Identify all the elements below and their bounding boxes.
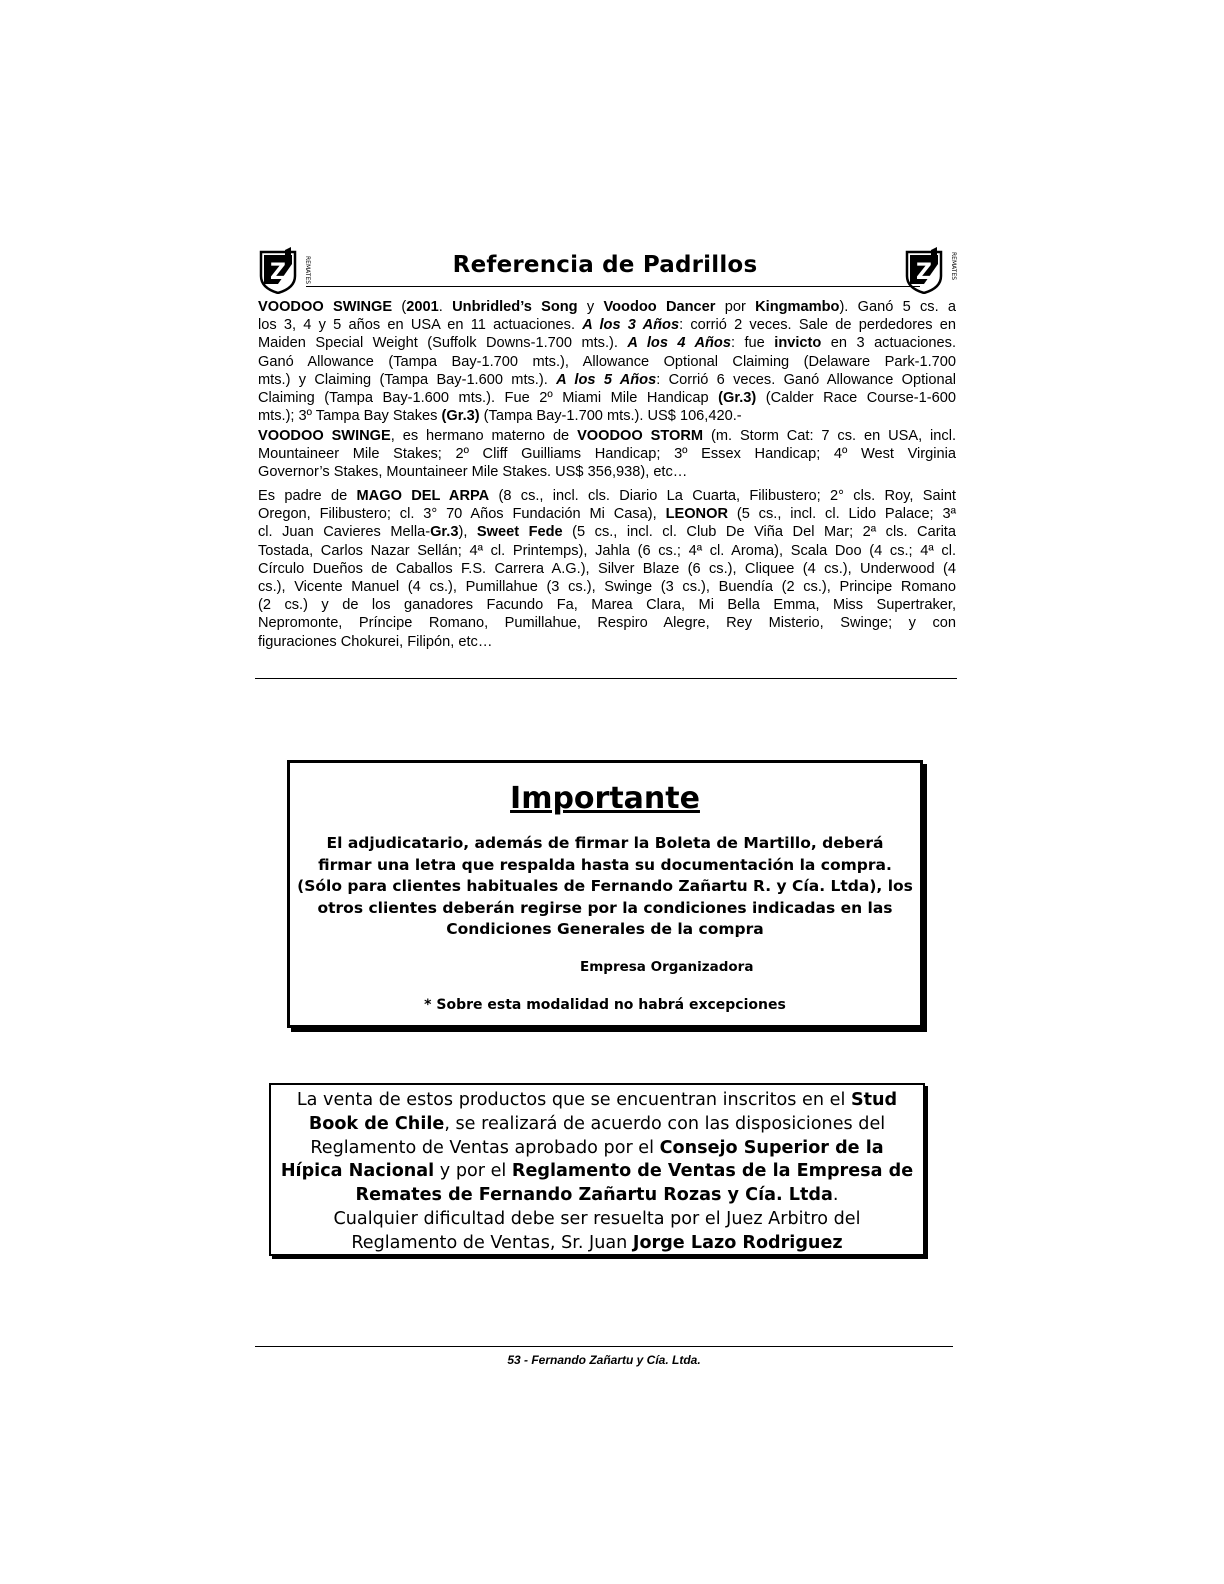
sale-conditions-text: [271, 1089, 923, 1256]
importante-title: Importante: [510, 781, 700, 816]
importante-line: firmar una letra que respalda hasta su documentación la compra.: [318, 855, 892, 874]
text-line: cl. Juan Cavieres Mella-Gr.3), Sweet Fede (5 cs., incl. cl. Club De Viña Del Mar; 2ª cls. Carita: [258, 524, 956, 541]
svg-text:Z: Z: [270, 260, 286, 285]
text-line: VOODOO SWINGE (2001. Unbridled’s Song y Voodoo Dancer por Kingmambo). Ganó 5 cs. a: [258, 299, 957, 315]
text-line: Book de Chile, se realizará de acuerdo con las disposiciones del: [308, 1113, 886, 1134]
text-line: Círculo Dueños de Caballos F.S. Carrera A.G.), Silver Blaze (6 cs.), Cliquee (4 cs.), Underwood (4: [258, 560, 956, 577]
text-line: los 3, 4 y 5 años en USA en 11 actuaciones. A los 3 Años: corrió 2 veces. Sale de perdedores en: [258, 317, 957, 334]
text-line: Remates de Fernando Zañartu Rozas y Cía. Ltda.: [355, 1185, 839, 1206]
importante-line: (Sólo para clientes habituales de Fernando Zañartu R. y Cía. Ltda), los: [297, 877, 913, 895]
text-line: Es padre de MAGO DEL ARPA (8 cs., incl. cls. Diario La Cuarta, Filibustero; 2° cls. Roy, Saint: [258, 488, 956, 504]
text-line: mts.); 3º Tampa Bay Stakes (Gr.3) (Tampa Bay-1.700 mts.). US$ 106,420.-: [258, 408, 742, 425]
text-line: Reglamento de Ventas, Sr. Juan Jorge Lazo Rodriguez: [351, 1232, 843, 1253]
importante-line: El adjudicatario, además de firmar la Boleta de Martillo, deberá: [326, 834, 884, 852]
paragraph-offspring: [258, 487, 956, 651]
text-line: Mountaineer Mile Stakes; 2º Cliff Guilliams Handicap; 3º Essex Handicap; 4º West Virginia: [258, 446, 956, 463]
text-line: Nepromonte, Príncipe Romano, Pumillahue, Respiro Alegre, Rey Misterio, Swinge; y con: [258, 615, 956, 632]
text-line: Hípica Nacional y por el Reglamento de Ventas de la Empresa de: [280, 1161, 914, 1182]
page-title: Referencia de Padrillos: [452, 252, 758, 278]
importante-note: * Sobre esta modalidad no habrá excepciones: [424, 997, 786, 1013]
page-footer: 53 - Fernando Zañartu y Cía. Ltda.: [507, 1353, 701, 1367]
text-line: Oregon, Filibustero; cl. 3° 70 Años Fundación Mi Casa), LEONOR (5 cs., incl. cl. Lido Palace; 3ª: [258, 506, 956, 523]
text-line: La venta de estos productos que se encuentran inscritos en el Stud: [296, 1090, 898, 1110]
paragraph-sibling: [258, 427, 956, 482]
footer-divider: [255, 1346, 953, 1347]
section-divider: [255, 678, 957, 679]
text-line: Maiden Special Weight (Suffolk Downs-1.700 mts.). A los 4 Años: fue invicto en 3 actuaciones.: [258, 335, 957, 352]
logo-side-text: REMATES: [304, 256, 311, 285]
importante-body: [290, 833, 920, 941]
logo-side-text: REMATES: [950, 252, 957, 281]
svg-text:Z: Z: [916, 260, 932, 285]
text-line: Tostada, Carlos Nazar Sellán; 4ª cl. Printemps), Jahla (6 cs.; 4ª cl. Aroma), Scala Doo (4 cs.; 4ª cl.: [258, 542, 956, 559]
text-line: Claiming (Tampa Bay-1.600 mts.). Fue 2º Miami Mile Handicap (Gr.3) (Calder Race Course-1-600: [258, 390, 956, 407]
importante-notice-box: [287, 760, 923, 1028]
paragraph-voodoo-swinge: [258, 298, 956, 425]
sale-conditions-box: [269, 1083, 925, 1256]
text-line: Reglamento de Ventas aprobado por el Consejo Superior de la: [310, 1137, 884, 1158]
text-line: Ganó Allowance (Tampa Bay-1.700 mts.), Allowance Optional Claiming (Delaware Park-1.700: [258, 353, 956, 370]
text-line: cs.), Vicente Manuel (4 cs.), Pumillahue (3 cs.), Swinge (3 cs.), Buendía (2 cs.), Principe Romano: [258, 579, 956, 596]
header-divider: [306, 286, 920, 287]
text-line: mts.) y Claiming (Tampa Bay-1.600 mts.). A los 5 Años: Corrió 6 veces. Ganó Allowance Optional: [258, 371, 956, 388]
importante-line: otros clientes deberán regirse por la condiciones indicadas en las: [317, 898, 893, 917]
importante-line: Condiciones Generales de la compra: [446, 920, 764, 938]
importante-organizer: Empresa Organizadora: [580, 959, 754, 975]
text-line: Governor’s Stakes, Mountaineer Mile Stakes. US$ 356,938), etc…: [258, 464, 688, 481]
text-line: (2 cs.) y de los ganadores Facundo Fa, Marea Clara, Mi Bella Emma, Miss Supertraker,: [258, 597, 956, 614]
text-line: Cualquier dificultad debe ser resuelta por el Juez Arbitro del: [333, 1208, 861, 1229]
text-line: figuraciones Chokurei, Filipón, etc…: [258, 633, 493, 650]
text-line: VOODOO SWINGE, es hermano materno de VOODOO STORM (m. Storm Cat: 7 cs. en USA, incl.: [258, 428, 957, 444]
